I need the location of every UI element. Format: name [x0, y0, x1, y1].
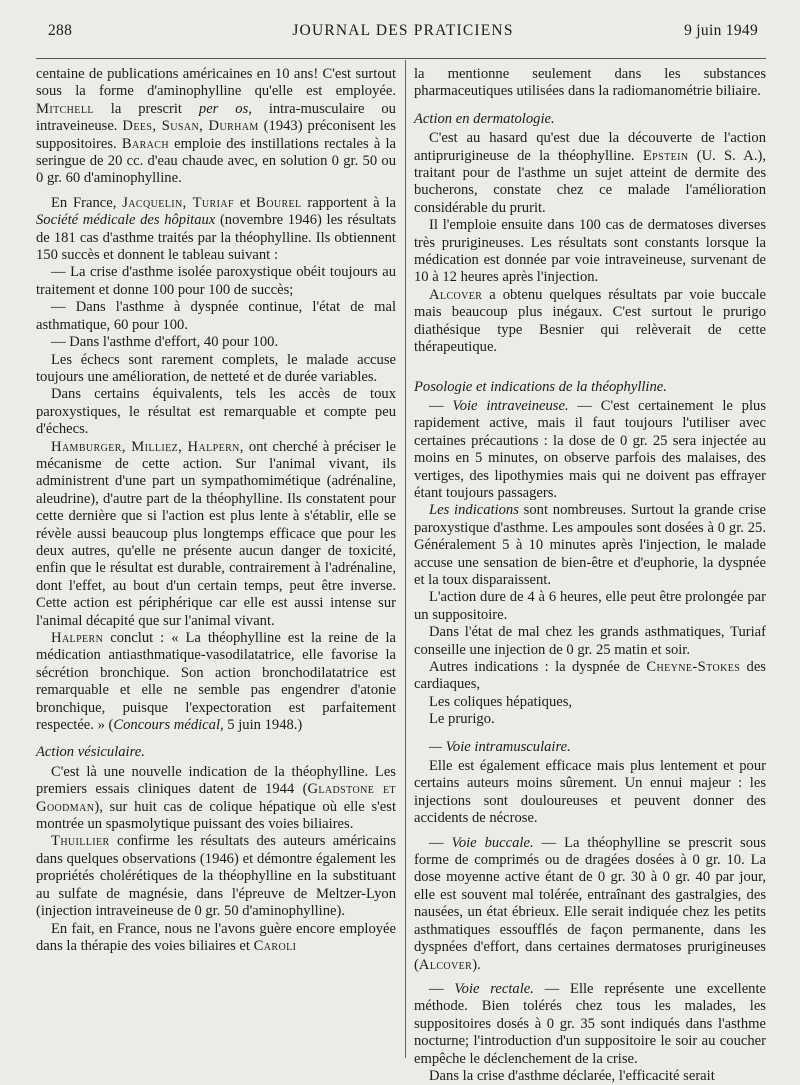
page-number: 288 [48, 22, 73, 39]
paragraph: En France, Jacquelin, Turiaf et Bourel rapportent à la Société médicale des hôpitaux (novembre 1946) les résultats de 181 cas d'asthme traités par la théophylline. Ils obtiennent 150 succès et donnent le tableau suivant : [36, 194, 397, 264]
right-column [414, 66, 767, 1084]
left-column [36, 66, 396, 1056]
paragraph: — Voie intraveineuse. — C'est certainement le plus rapidement active, mais il faut toujours l'utiliser avec certaines précautions : la dose de 0 gr. 25 sera injectée au moins en 5 minutes, on observe parfois des malaises, des vertiges, des lipothymies mais qui ne doivent pas effrayer étant toujours passagers. [414, 397, 766, 501]
paragraph: Autres indications : la dyspnée de Cheyne-Stokes des cardiaques, [414, 659, 766, 693]
paragraph: la mentionne seulement dans les substances pharmaceutiques utilisées dans la radiomanométrie biliaire. [414, 66, 766, 100]
paragraph: Thuillier confirme les résultats des auteurs américains dans quelques observations (1946) et démontre également les propriétés cholérétiques de la théophylline en la substituant au sulfate de magnésie, dans l'épreuve de Meltzer-Lyon (injection intraveineuse de 0 gr. 50 d'aminophylline). [36, 833, 396, 920]
section-heading: Action en dermatologie. [414, 110, 555, 127]
paragraph: — La crise d'asthme isolée paroxystique obéit toujours au traitement et donne 100 pour 100 de succès; [36, 264, 396, 298]
paragraph: Dans la crise d'asthme déclarée, l'efficacité serait [429, 1067, 715, 1084]
column-divider [405, 60, 406, 1058]
paragraph: centaine de publications américaines en 10 ans! C'est surtout sous la forme d'aminophylline qu'elle est employée. Mitchell la prescrit per os, intra-musculaire ou intraveineuse. Dees, Susan, Durham (1943) préconisent les suppositoires. Barach emploie des instillations rectales à la seringue de 20 cc. d'eau chaude avec, en solution 0 gr. 50 ou 0 gr. 60 d'aminophylline. [36, 66, 396, 187]
paragraph: Dans certains équivalents, tels les accès de toux paroxystiques, le résultat est remarquable et compte peu d'échecs. [36, 386, 396, 438]
paragraph: Les échecs sont rarement complets, le malade accuse toujours une amélioration, de netteté et de durée variables. [36, 351, 396, 385]
paragraph: — Voie buccale. — La théophylline se prescrit sous forme de comprimés ou de dragées dosées à 0 gr. 10. La dose moyenne active étant de 0 gr. 30 à 0 gr. 40 par jour, elle est souvent mal tolérée, entraînant des gastralgies, des nausées, un état ébrieux. Elle serait indiquée chez les petits asthmatiques essoufflés de façon permanente, dans les dyspnées d'effort, dans certaines dermatoses prurigineuses (Alcover). [414, 834, 767, 973]
section-heading: Action vésiculaire. [36, 744, 145, 761]
paragraph: Les indications sont nombreuses. Surtout la grande crise paroxystique d'asthme. Les ampoules sont dosées à 0 gr. 25. Généralement 5 à 10 minutes après l'injection, le malade accuse une sensation de bien-être et d'euphorie, la dyspnée et la toux disparaissent. [414, 502, 766, 588]
paragraph: Elle est également efficace mais plus lentement et pour certains auteurs moins sûrement. Un ennui majeur : les injections sont douloureuses et peuvent donner des accidents de nécrose. [414, 758, 766, 827]
paragraph: Alcover a obtenu quelques résultats par voie buccale mais beaucoup plus inégaux. C'est surtout le prurigo diathésique type Besnier qui relèverait de cette thérapeutique. [414, 286, 766, 356]
section-heading: — Voie intramusculaire. [429, 738, 571, 755]
paragraph: Il l'emploie ensuite dans 100 cas de dermatoses diverses très prurigineuses. Les résultats sont constants lorsque la médication est donnée par voie intraveineuse, survenant de 10 à 12 heures après l'injection. [414, 217, 766, 286]
paragraph: Dans l'état de mal chez les grands asthmatiques, Turiaf conseille une injection de 0 gr. 25 matin et soir. [414, 624, 766, 658]
section-heading: Posologie et indications de la théophylline. [414, 378, 667, 395]
paragraph: Le prurigo. [429, 711, 495, 728]
header-rule [36, 58, 766, 59]
paragraph: C'est là une nouvelle indication de la théophylline. Les premiers essais cliniques datent de 1944 (Gladstone et Goodman), sur huit cas de colique hépatique où elle s'est montrée un spasmolytique puissant des voies biliaires. [36, 763, 396, 833]
paragraph: Hamburger, Milliez, Halpern, ont cherché à préciser le mécanisme de cette action. Sur l'animal vivant, ils administrent d'une part un sympathomimétique (adrénaline, aleudrine), d'autre part de la théophylline. Ils constatent pour cette dernière que si l'action est plus lente à s'établir, elle se révèle aussi beaucoup plus longtemps efficace que pour les deux autres, qu'elle ne présente aucun danger de toxicité, enfin que le résultat est durable, contrairement à l'adrénaline, dont l'effet, au bout d'un certain temps, peut être inverse. Cette action est périphérique car elle est aussi intense sur l'animal décapité que sur l'animal vivant. [36, 438, 396, 629]
paragraph: L'action dure de 4 à 6 heures, elle peut être prolongée par un suppositoire. [414, 589, 766, 623]
paragraph: Halpern conclut : « La théophylline est la reine de la médication antiasthmatique-vasodilatatrice, elle favorise la sécrétion bronchique. Son action bronchodilatatrice est remarquable et elle ne semble pas engendrer d'atonie bronchique, puisque l'expectoration est parfaitement respectée. » (Concours médical, 5 juin 1948.) [36, 630, 396, 734]
paragraph: — Voie rectale. — Elle représente une excellente méthode. Bien tolérés chez tous les malades, les suppositoires dosés à 0 gr. 35 sont indiqués dans l'asthme nocturne; l'introduction d'un suppositoire le soir au coucher empêche le déclenchement de la crise. [414, 980, 767, 1067]
paragraph: Les coliques hépatiques, [429, 693, 573, 710]
journal-title: JOURNAL DES PRATICIENS [292, 22, 514, 39]
paragraph: — Dans l'asthme d'effort, 40 pour 100. [51, 334, 279, 351]
page-header [48, 22, 758, 46]
paragraph: — Dans l'asthme à dyspnée continue, l'état de mal asthmatique, 60 pour 100. [36, 299, 396, 333]
issue-date: 9 juin 1949 [684, 22, 758, 39]
paragraph: C'est au hasard qu'est due la découverte de l'action antiprurigineuse de la théophylline. Epstein (U. S. A.), traitant pour de l'asthme un sujet atteint de dermite des bucherons, constate chez ce malade l'amélioration considérable du prurit. [414, 130, 766, 216]
paragraph: En fait, en France, nous ne l'avons guère encore employée dans la thérapie des voies biliaires et Caroli [36, 920, 396, 954]
